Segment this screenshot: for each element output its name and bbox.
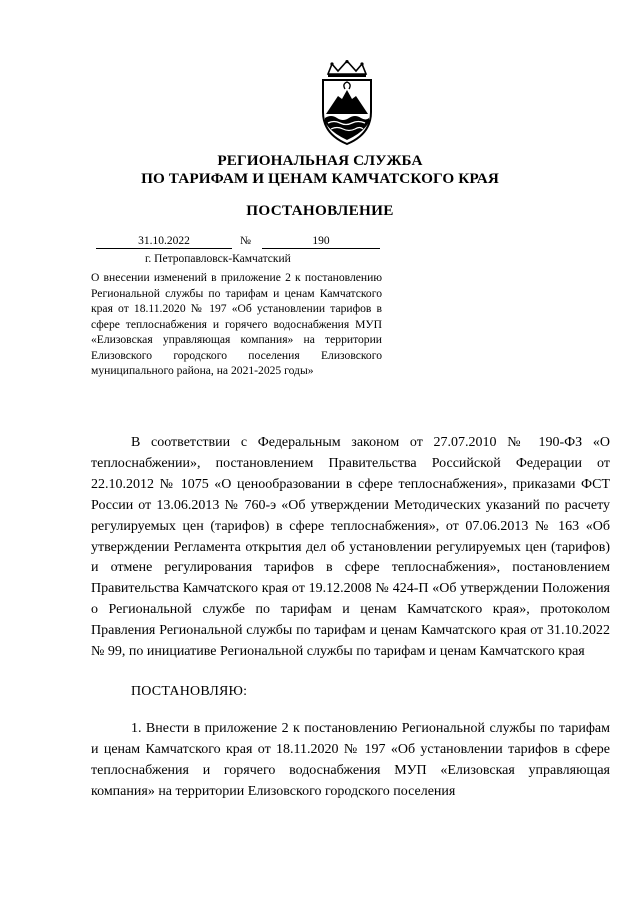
document-date: 31.10.2022 bbox=[96, 234, 232, 249]
number-sign: № bbox=[240, 235, 251, 247]
item-1-paragraph bbox=[91, 719, 610, 803]
document-subject: О внесении изменений в приложение 2 к постановлению Региональной службы по тарифам и ценам Камчатского края от 18.11.2020 № 197 «Об установлении тарифов в сфере теплоснабжения и горячего водоснабжения МУП «Елизовская управляющая компания» на территории Елизовского городского поселения Елизовского муниципального района, на 2021-2025 годы» bbox=[91, 271, 382, 377]
document-type: ПОСТАНОВЛЕНИЕ bbox=[246, 202, 394, 219]
org-line-1: РЕГИОНАЛЬНАЯ СЛУЖБА bbox=[217, 152, 423, 169]
item-1-text: 1. Внести в приложение 2 к постановлению Региональной службы по тарифам и ценам Камчатского края от 18.11.2020 № 197 «Об установлении тарифов в сфере теплоснабжения и горячего водоснабжения МУП «Елизовская управляющая компания» на территории Елизовского городского поселения bbox=[91, 721, 610, 799]
document-number: 190 bbox=[262, 234, 380, 249]
organization-name bbox=[0, 152, 640, 188]
preamble-paragraph bbox=[91, 433, 610, 663]
city-label: г. Петропавловск-Камчатский bbox=[145, 253, 291, 265]
org-line-2: ПО ТАРИФАМ И ЦЕНАМ КАМЧАТСКОГО КРАЯ bbox=[141, 170, 499, 187]
registration-line bbox=[96, 234, 380, 250]
decree-word: ПОСТАНОВЛЯЮ: bbox=[131, 684, 248, 699]
preamble-text: В соответствии с Федеральным законом от 27.07.2010 № 190-ФЗ «О теплоснабжении», постановлением Правительства Российской Федерации от 22.10.2012 № 1075 «О ценообразовании в сфере теплоснабжения», приказами ФСТ России от 13.06.2013 № 760-э «Об утверждении Методических указаний по расчету регулируемых цен (тарифов) в сфере теплоснабжения», от 07.06.2013 № 163 «Об утверждении Регламента открытия дел об установлении регулируемых цен (тарифов) и отмене регулирования тарифов в сфере теплоснабжения», постановлением Правительства Камчатского края от 19.12.2008 № 424-П «Об утверждении Положения о Региональной службе по тарифам и ценам Камчатского края», протоколом Правления Региональной службы по тарифам и ценам Камчатского края от 31.10.2022 № 99, по инициативе Региональной службы по тарифам и ценам Камчатского края bbox=[91, 435, 610, 660]
kamchatka-coat-of-arms-icon bbox=[318, 60, 376, 146]
